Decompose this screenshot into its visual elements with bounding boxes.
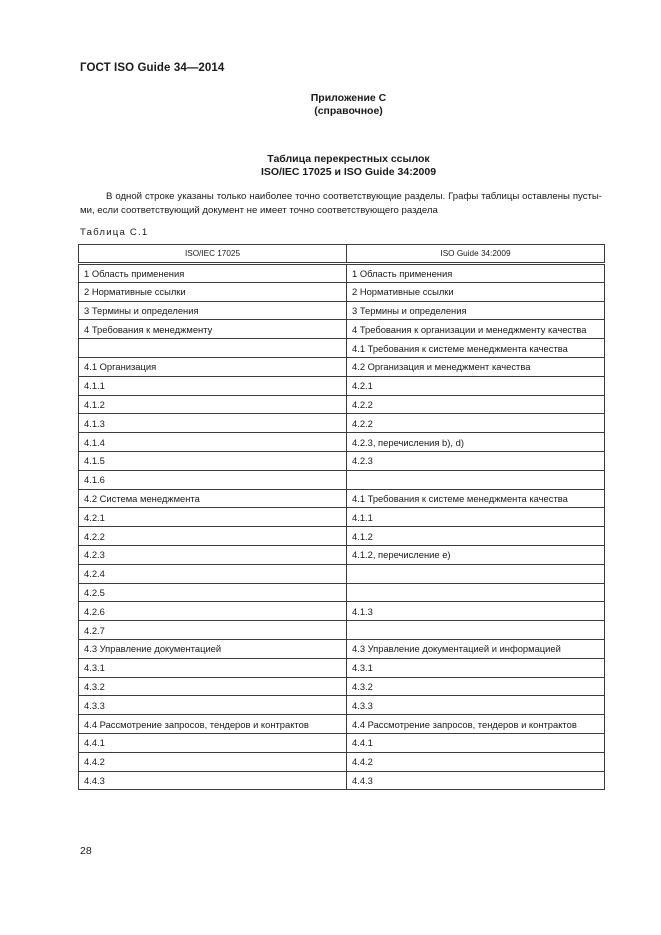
cell-iso-guide-34: 4.1.2	[347, 527, 605, 546]
cell-iso-iec-17025: 4.2.2	[79, 527, 347, 546]
table-row	[79, 376, 605, 395]
table-caption: Таблица С.1	[80, 227, 149, 238]
table-row	[79, 414, 605, 433]
cross-reference-table	[78, 244, 605, 790]
cell-iso-iec-17025: 4.3 Управление документацией	[79, 639, 347, 658]
cell-iso-iec-17025: 4.2.1	[79, 508, 347, 527]
appendix-title: Приложение С	[310, 92, 387, 104]
table-header-row	[79, 245, 605, 264]
table-row	[79, 677, 605, 696]
cell-iso-iec-17025: 4.2.7	[79, 621, 347, 640]
cell-iso-iec-17025: 4.2.3	[79, 545, 347, 564]
cell-iso-iec-17025: 3 Термины и определения	[79, 301, 347, 320]
cell-iso-iec-17025: 4.4.3	[79, 771, 347, 790]
table-row	[79, 545, 605, 564]
table-row	[79, 470, 605, 489]
table-body	[79, 264, 605, 790]
table-row	[79, 527, 605, 546]
cell-iso-guide-34: 4.2.3	[347, 451, 605, 470]
cell-iso-iec-17025: 4.1.5	[79, 451, 347, 470]
cell-iso-iec-17025: 4.4.1	[79, 733, 347, 752]
appendix-heading	[0, 92, 661, 118]
cross-reference-title	[0, 153, 661, 179]
cell-iso-guide-34: 4.2 Организация и менеджмент качества	[347, 357, 605, 376]
table-row	[79, 433, 605, 452]
table-row	[79, 771, 605, 790]
cell-iso-guide-34: 4.1 Требования к системе менеджмента качества	[347, 489, 605, 508]
cell-iso-guide-34: 4.2.2	[347, 395, 605, 414]
cell-iso-guide-34: 4.2.1	[347, 376, 605, 395]
table-row	[79, 264, 605, 283]
cell-iso-guide-34: 4.4.3	[347, 771, 605, 790]
cell-iso-guide-34: 4.2.2	[347, 414, 605, 433]
cell-iso-iec-17025: 4.4 Рассмотрение запросов, тендеров и контрактов	[79, 715, 347, 734]
cell-iso-iec-17025: 4 Требования к менеджменту	[79, 320, 347, 339]
cell-iso-guide-34	[347, 564, 605, 583]
appendix-subtitle: (справочное)	[314, 105, 383, 117]
cell-iso-guide-34: 4.3 Управление документацией и информацией	[347, 639, 605, 658]
cross-reference-title-line2: ISO/IEC 17025 и ISO Guide 34:2009	[260, 166, 437, 178]
page-number: 28	[80, 845, 92, 857]
cell-iso-guide-34: 4.1.3	[347, 602, 605, 621]
cell-iso-iec-17025: 4.3.3	[79, 696, 347, 715]
table-row	[79, 564, 605, 583]
cell-iso-guide-34: 4.3.2	[347, 677, 605, 696]
cell-iso-iec-17025: 4.1.4	[79, 433, 347, 452]
cell-iso-iec-17025: 4.2 Система менеджмента	[79, 489, 347, 508]
document-header: ГОСТ ISO Guide 34—2014	[80, 62, 225, 74]
table-row	[79, 451, 605, 470]
cell-iso-guide-34: 4.4 Рассмотрение запросов, тендеров и контрактов	[347, 715, 605, 734]
cell-iso-iec-17025: 4.3.2	[79, 677, 347, 696]
table-row	[79, 639, 605, 658]
cell-iso-guide-34: 4.1.1	[347, 508, 605, 527]
cell-iso-guide-34	[347, 470, 605, 489]
table-row	[79, 395, 605, 414]
cell-iso-guide-34: 4.1.2, перечисление e)	[347, 545, 605, 564]
cell-iso-iec-17025: 4.2.6	[79, 602, 347, 621]
cell-iso-guide-34: 4.4.1	[347, 733, 605, 752]
cell-iso-iec-17025: 4.1.3	[79, 414, 347, 433]
cell-iso-iec-17025: 4.2.5	[79, 583, 347, 602]
cell-iso-guide-34: 4.2.3, перечисления b), d)	[347, 433, 605, 452]
table-row	[79, 658, 605, 677]
cell-iso-guide-34: 4 Требования к организации и менеджменту качества	[347, 320, 605, 339]
cell-iso-iec-17025: 4.1 Организация	[79, 357, 347, 376]
cell-iso-iec-17025	[79, 339, 347, 358]
cell-iso-guide-34: 3 Термины и определения	[347, 301, 605, 320]
cell-iso-iec-17025: 4.2.4	[79, 564, 347, 583]
table-row	[79, 715, 605, 734]
cell-iso-iec-17025: 4.1.6	[79, 470, 347, 489]
cell-iso-iec-17025: 4.4.2	[79, 752, 347, 771]
table-row	[79, 301, 605, 320]
cell-iso-guide-34: 2 Нормативные ссылки	[347, 282, 605, 301]
table-row	[79, 489, 605, 508]
cell-iso-guide-34: 1 Область применения	[347, 264, 605, 283]
cell-iso-guide-34: 4.1 Требования к системе менеджмента качества	[347, 339, 605, 358]
table-row	[79, 320, 605, 339]
cell-iso-guide-34: 4.4.2	[347, 752, 605, 771]
cell-iso-iec-17025: 4.1.2	[79, 395, 347, 414]
table-row	[79, 357, 605, 376]
cell-iso-guide-34	[347, 583, 605, 602]
table-row	[79, 752, 605, 771]
table-row	[79, 621, 605, 640]
cell-iso-iec-17025: 1 Область применения	[79, 264, 347, 283]
table-row	[79, 733, 605, 752]
cell-iso-guide-34: 4.3.1	[347, 658, 605, 677]
intro-paragraph: В одной строке указаны только наиболее точно соответствующие разделы. Графы таблицы оставлены пусты-ми, если соответствующий документ не имеет точно соответствующего раздела	[80, 191, 602, 216]
table-row	[79, 339, 605, 358]
cell-iso-iec-17025: 4.1.1	[79, 376, 347, 395]
column-header-iso-iec-17025: ISO/IEC 17025	[79, 245, 347, 264]
column-header-iso-guide-34: ISO Guide 34:2009	[347, 245, 605, 264]
cross-reference-title-line1: Таблица перекрестных ссылок	[267, 153, 430, 165]
table-row	[79, 583, 605, 602]
table-row	[79, 282, 605, 301]
table-row	[79, 602, 605, 621]
cell-iso-iec-17025: 2 Нормативные ссылки	[79, 282, 347, 301]
cell-iso-guide-34	[347, 621, 605, 640]
cell-iso-guide-34: 4.3.3	[347, 696, 605, 715]
table-row	[79, 696, 605, 715]
table-row	[79, 508, 605, 527]
cell-iso-iec-17025: 4.3.1	[79, 658, 347, 677]
